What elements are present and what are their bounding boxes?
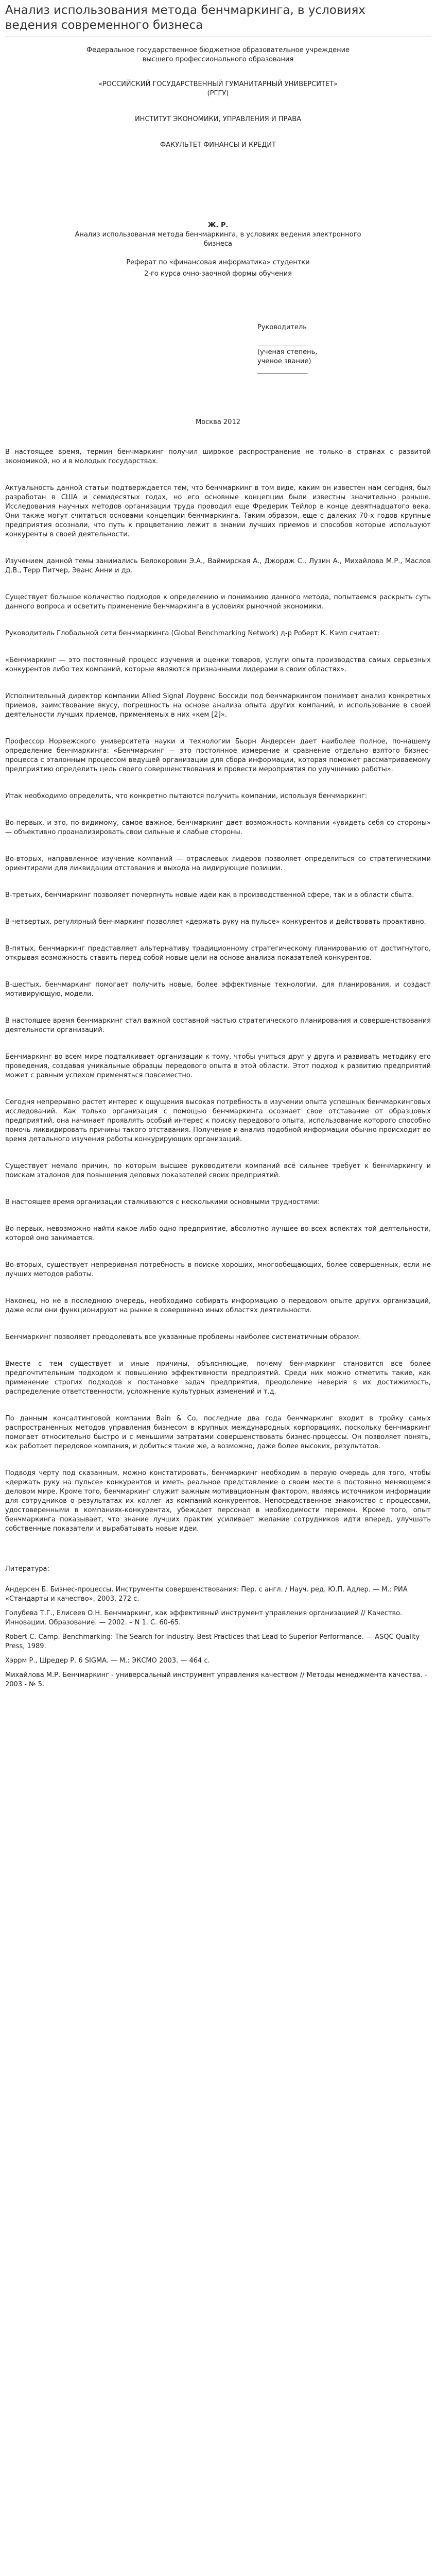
- literature-item: Хэррм Р., Шредер Р. 6 SIGMA. — М.: ЭКСМО 2003. — 464 с.: [5, 1657, 210, 1665]
- signature-line-2: _______________: [257, 367, 308, 375]
- literature-item: Андерсен Б. Бизнес-процессы. Инструменты совершенствования: Пер. с англ. / Науч. ред. Ю.П. Адлер. — М.: РИА «Стандарты и качество», 2003, 272 с.: [5, 1586, 408, 1603]
- document-title: Анализ использования метода бенчмаркинга, в условиях ведения современного бизнеса: [5, 4, 365, 32]
- agency-line: Федеральное государственное бюджетное образовательное учреждение высшего профессионального образования: [86, 46, 350, 63]
- author-name: Ж. Р.: [207, 222, 229, 229]
- literature-item: Михайлова М.Р. Бенчмаркинг - универсальный инструмент управления качеством // Методы менеджмента качества. - 2003 - № 5.: [5, 1671, 427, 1688]
- course-line: 2-го курса очно-заочной формы обучения: [144, 270, 292, 278]
- article-paragraph: Профессор Норвежского университета науки и технологии Бьорн Андерсен дает наиболее полное, по-нашему определение бенчмаркинга: «Бенчмаркинг — это постоянное измерение и сравнение отдельно взятого бизнес-процесса с эталонным процессом ведущей организации для сбора информации, которая поможет рассматриваемому предприятию определить цель своего совершенствования и провести мероприятия по улучшению работы».: [5, 738, 431, 773]
- article-paragraph: Вместе с тем существует и иные причины, объясняющие, почему бенчмаркинг становится все более предпочтительным подходом к повышению эффективности предприятий. Среди них можно отметить такие, как применение строгих подходов к постановке задач предприятия, преодоление неверия в их достижимость, распределение ответственности, усложнение культурных изменений и т.д.: [5, 1360, 431, 1396]
- article-paragraph: Итак необходимо определить, что конкретно пытаются получить компании, используя бенчмаркинг:: [5, 792, 367, 800]
- article-paragraph: Бенчмаркинг во всем мире подталкивает организации к тому, чтобы учиться друг у друга и развивать методику его проведения, создавая уникальные образцы передового опыта в этой области. Этот подход к развитию предприятий может с равным успехом применяться повсеместно.: [5, 1053, 431, 1079]
- article-paragraph: В настоящее время бенчмаркинг стал важной составной частью стратегического планирования и совершенствования деятельности организаций.: [5, 1017, 431, 1034]
- article-paragraph: В-третьих, бенчмаркинг позволяет почерпнуть новые идеи как в производственной сфере, так и в области сбыта.: [5, 891, 414, 899]
- literature-list: [5, 1585, 431, 1689]
- article-paragraph: Во-первых, и это, по-видимому, самое важное, бенчмаркинг дает возможность компании «увидеть себя со стороны» — объективно проанализировать свои сильные и слабые стороны.: [5, 819, 431, 836]
- report-line: Реферат по «финансовая информатика» студентки: [126, 259, 310, 266]
- article-paragraph: В-пятых, бенчмаркинг представляет альтернативу традиционному стратегическому планированию от достигнутого, открывая возможность ставить перед собой новые цели на основе анализа показателей конкурентов.: [5, 945, 431, 962]
- university-name: «РОССИЙСКИЙ ГОСУДАРСТВЕННЫЙ ГУМАНИТАРНЫЙ УНИВЕРСИТЕТ»: [98, 80, 338, 88]
- article-paragraph: Во-вторых, существует непреривная потребность в поиске хороших, многообещающих, более совершенных, если не лучших методов работы.: [5, 1261, 431, 1278]
- literature-heading: Литература:: [5, 1565, 49, 1573]
- article-paragraph: В настоящее время организации сталкиваются с несколькими основными трудностями:: [5, 1198, 320, 1206]
- city-year: Москва 2012: [195, 418, 240, 426]
- article-paragraph: «Бенчмаркинг — это постоянный процесс изучения и оценки товаров, услуги опыта производства самых серьезных конкурентов либо тех компаний, которые являются признанными лидерами в своих областях».: [5, 656, 431, 673]
- document-page: [0, 3, 436, 2576]
- work-title: Анализ использования метода бенчмаркинга, в условиях ведения электронного бизнеса: [75, 231, 361, 248]
- article-paragraph: Наконец, но не в последнюю очередь, необходимо собирать информацию о передовом опыте других организаций, даже если они функционируют на рынке в совершенно иных областях деятельности.: [5, 1297, 431, 1314]
- supervisor-label: Руководитель: [257, 324, 307, 331]
- institute-name: ИНСТИТУТ ЭКОНОМИКИ, УПРАВЛЕНИЯ И ПРАВА: [134, 115, 302, 123]
- signature-line: _______________: [257, 339, 308, 347]
- literature-item: Голубева Т.Г., Елисеев О.Н. Бенчмаркинг, как эффективный инструмент управления организацией // Качество. Инновации. Образование. — 2002. – N 1. С. 60-65.: [5, 1609, 403, 1626]
- article-paragraph: Руководитель Глобальной сети бенчмаркинга (Global Benchmarking Network) д-р Роберт К. Кэмп считает:: [5, 630, 380, 637]
- article-paragraph: Исполнительный директор компании Allied Signal Лоуренс Боссиди под бенчмаркингом понимает анализ конкретных приемов, заимствование вкусу, погрешность на основе анализа опыта других компаний, и использование в своей деятельности лучших приемов, применяемых в них «кем [2]».: [5, 692, 431, 719]
- article-body: [5, 448, 431, 1534]
- article-paragraph: Во-вторых, направленное изучение компаний — отраслевых лидеров позволяет определиться со стратегическими ориентирами для ликвидации отставания и выхода на лидирующие позиции.: [5, 855, 431, 872]
- article-paragraph: Подводя черту под сказанным, можно констатировать, бенчмаркинг необходим в первую очередь для того, чтобы «держать руку на пульсе» конкурентов и иметь реальное представление о своем месте в постоянно меняющемся деловом мире. Кроме того, бенчмаркинг служит важным мотивационным фактором, являясь источником информации для сотрудников о результатах их коллег из компаний-конкурентов. Непосредственное знакомство с процессами, удостоверенными в компаниях-конкурентах, убеждает персонал в необходимости перемен. Кроме того, опыт бенчмаркинга показывает, что знание лучших практик усиливает желание сотрудников идти вперед, улучшать собственные показатели и вырабатывать новые идеи.: [5, 1469, 431, 1533]
- article-paragraph: В настоящее время, термин бенчмаркинг получил широкое распространение не только в странах с развитой экономикой, но и в молодых государствах.: [5, 448, 431, 465]
- university-abbr: (РГГУ): [207, 90, 229, 97]
- signature-block: [257, 323, 431, 376]
- article-paragraph: Изучением данной темы занимались Белокоровин Э.А., Ваймирская А., Джордж С., Лузин А., Михайлова М.Р., Маслов Д.В., Терр Питчер, Эванс Анни и др.: [5, 557, 431, 574]
- article-paragraph: По данным консалтинговой компании Bain & Co, последние два года бенчмаркинг входит в тройку самых распространенных методов управления бизнесом в крупных международных корпорациях, поскольку бенчмаркинг помогает относительно быстро и с меньшими затратами совершенствовать бизнес-процессы. Он позволяет понять, как работает передовое компания, и добиться такие же, а возможно, даже более высоких, результатов.: [5, 1415, 431, 1450]
- article-paragraph: Бенчмаркинг позволяет преодолевать все указанные проблемы наиболее систематичным образом.: [5, 1333, 361, 1341]
- article-paragraph: Существует немало причин, по которым высшее руководители компаний всё сильнее требует к бенчмаркингу и поискам эталонов для повышения деловых показателей своих предприятий.: [5, 1162, 431, 1179]
- article-paragraph: Актуальность данной статьи подтверждается тем, что бенчмаркинг в том виде, каким он известен нам сегодня, был разработан в США и семидесятых годах, но его основные концепции были известны значительно раньше. Исследования научных методов организации труда проводил еще Фредерик Тейлор в конце девятнадцатого века. Они также могут считаться основами концепции бенчмаркинга. Таким образом, еще с далеких 70-х годов крупные предприятия осознали, что путь к процветанию лежит в знании лучших приемов и способов которые используют конкуренты в своей деятельности.: [5, 484, 431, 538]
- article-paragraph: Сегодня непрерывно растет интерес к ощущения высокая потребность в изучении опыта успешных бенчмаркинговых исследований. Как только организация с помощью бенчмаркинга осознает свое отставание от образцовых предприятий, она начинает проявлять особый интерес к поиску передового опыта, использование которого способно помочь ликвидировать причины такого отставания. Получение и анализ подобной информации обычно происходит во время детального изучения работы конкурирующих организаций.: [5, 1098, 431, 1143]
- article-paragraph: В-четвертых, регулярный бенчмаркинг позволяет «держать руку на пульсе» конкурентов и действовать проактивно.: [5, 918, 426, 926]
- faculty-name: ФАКУЛЬТЕТ ФИНАНСЫ И КРЕДИТ: [160, 141, 276, 149]
- literature-item: Robert C. Camp. Benchmarking: The Search for Industry. Best Practices that Lead to Superior Performance. — ASQC Quality Press, 1989.: [5, 1633, 420, 1650]
- article-paragraph: Во-первых, невозможно найти какое-либо одно предприятие, абсолютно лучшее во всех аспектах той деятельности, которой оно занимается.: [5, 1225, 431, 1242]
- article-paragraph: Существует большое количество подходов к определению и пониманию данного метода, попытаемся раскрыть суть данного вопроса и осветить применение бенчмаркинга в условиях рыночной экономики.: [5, 594, 431, 611]
- degree-label: (ученая степень, ученое звание): [257, 348, 318, 365]
- article-paragraph: В-шестых, бенчмаркинг помогает получить новые, более эффективные технологии, для планирования, и создаст мотивирующую, модели.: [5, 981, 431, 998]
